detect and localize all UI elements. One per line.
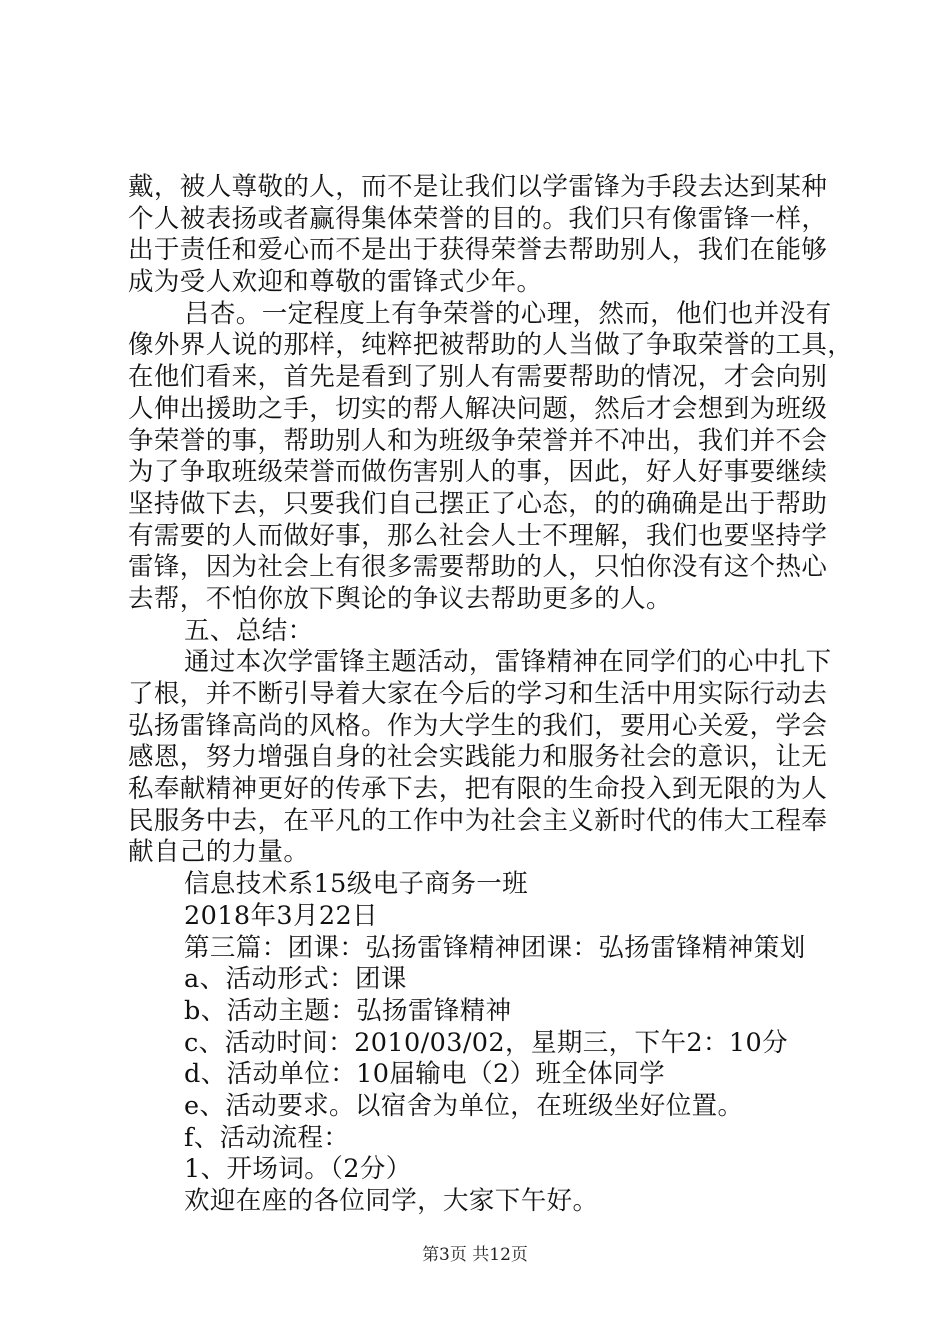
document-body [128, 172, 854, 1218]
text-line: 个人被表扬或者赢得集体荣誉的目的。我们只有像雷锋一样， [128, 203, 828, 234]
section-heading: 五、总结： [184, 615, 314, 646]
text-line: 戴，被人尊敬的人，而不是让我们以学雷锋为手段去达到某种 [128, 172, 828, 202]
section-heading: 第三篇：团课：弘扬雷锋精神团课：弘扬雷锋精神策划 [184, 932, 806, 963]
list-item: b、活动主题：弘扬雷锋精神 [184, 995, 512, 1026]
list-item: 1、开场词。（2分） [184, 1154, 412, 1185]
text-line: 民服务中去，在平凡的工作中为社会主义新时代的伟大工程奉 [128, 805, 828, 836]
text-line: 感恩，努力增强自身的社会实践能力和服务社会的意识，让无 [128, 742, 828, 773]
signature-class: 信息技术系15级电子商务一班 [184, 869, 529, 900]
list-item: c、活动时间：2010/03/02，星期三，下午2：10分 [184, 1027, 789, 1058]
text-line: 在他们看来，首先是看到了别人有需要帮助的情况，才会向别 [128, 362, 828, 393]
text-line: 像外界人说的那样，纯粹把被帮助的人当做了争取荣誉的工具， [128, 330, 854, 361]
text-line: 成为受人欢迎和尊敬的雷锋式少年。 [128, 267, 543, 298]
text-line: 献自己的力量。 [128, 837, 310, 868]
list-item: a、活动形式：团课 [184, 964, 407, 995]
text-line: 有需要的人而做好事，那么社会人士不理解，我们也要坚持学 [128, 520, 828, 551]
text-line: 坚持做下去，只要我们自己摆正了心态，的的确确是出于帮助 [128, 488, 828, 519]
text-line: 吕杏。一定程度上有争荣誉的心理，然而，他们也并没有 [184, 298, 832, 329]
text-line: 弘扬雷锋高尚的风格。作为大学生的我们，要用心关爱，学会 [128, 710, 828, 741]
text-line: 通过本次学雷锋主题活动，雷锋精神在同学们的心中扎下 [184, 647, 832, 678]
text-line: 私奉献精神更好的传承下去，把有限的生命投入到无限的为人 [128, 774, 828, 805]
text-line: 为了争取班级荣誉而做伤害别人的事，因此，好人好事要继续 [128, 457, 828, 488]
text-line: 出于责任和爱心而不是出于获得荣誉去帮助别人，我们在能够 [128, 235, 828, 266]
text-line: 欢迎在座的各位同学，大家下午好。 [184, 1186, 599, 1216]
page-footer: 第3页 共12页 [422, 1245, 528, 1265]
text-line: 了根，并不断引导着大家在今后的学习和生活中用实际行动去 [128, 679, 828, 709]
text-line: 人伸出援助之手，切实的帮人解决问题，然后才会想到为班级 [128, 393, 828, 424]
list-item: d、活动单位：10届输电（2）班全体同学 [184, 1059, 665, 1090]
list-item: f、活动流程： [184, 1122, 350, 1153]
text-line: 雷锋，因为社会上有很多需要帮助的人，只怕你没有这个热心 [128, 552, 828, 583]
text-line: 去帮，不怕你放下舆论的争议去帮助更多的人。 [128, 583, 672, 614]
signature-date: 2018年3月22日 [184, 900, 379, 931]
text-line: 争荣誉的事，帮助别人和为班级争荣誉并不冲出，我们并不会 [128, 425, 828, 456]
list-item: e、活动要求。以宿舍为单位，在班级坐好位置。 [184, 1090, 744, 1121]
